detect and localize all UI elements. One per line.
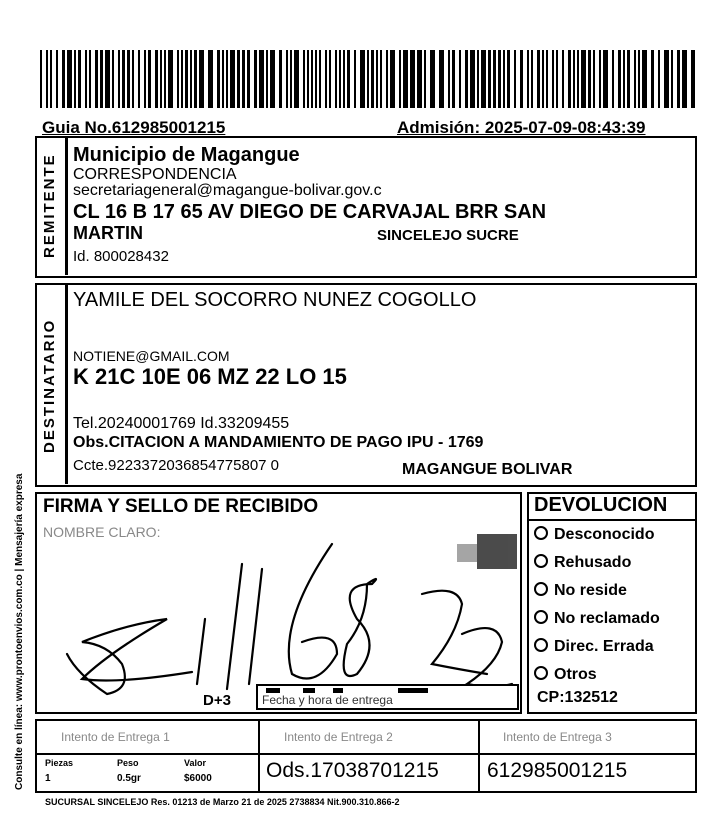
recipient-email: NOTIENE@GMAIL.COM (73, 348, 230, 364)
devolucion-option-label: Otros (554, 666, 597, 683)
piezas-value: 1 (45, 773, 51, 784)
devolucion-option-label: Rehusado (554, 554, 632, 571)
intento-1: Intento de Entrega 1 (61, 730, 170, 744)
sender-email: secretariageneral@magangue-bolivar.gov.c (73, 182, 382, 199)
devolucion-option-label: Direc. Errada (554, 638, 654, 655)
circle-icon (534, 610, 548, 624)
devolucion-option (534, 605, 660, 633)
piezas-header: Piezas (45, 758, 74, 768)
guia-number: Guia No.612985001215 (42, 118, 226, 137)
devolucion-option (534, 549, 660, 577)
circle-icon (534, 638, 548, 652)
delivery-days: D+3 (203, 692, 231, 709)
devolucion-option-label: Desconocido (554, 526, 655, 543)
sender-address-2: MARTIN (73, 223, 143, 243)
remitente-section (35, 136, 697, 278)
devolucion-title: DEVOLUCION (534, 494, 668, 516)
devolucion-options (534, 521, 660, 689)
valor-value: $6000 (184, 773, 212, 784)
peso-header: Peso (117, 758, 139, 768)
admission-date: Admisión: 2025-07-09-08:43:39 (397, 118, 646, 137)
intentos-row (35, 719, 697, 755)
sender-id: Id. 800028432 (73, 248, 169, 265)
sender-city: SINCELEJO SUCRE (377, 227, 519, 244)
devolucion-option-label: No reclamado (554, 610, 660, 627)
cp-code: CP:132512 (537, 689, 618, 706)
valor-header: Valor (184, 758, 207, 768)
devolucion-option (534, 577, 660, 605)
package-row (35, 755, 697, 793)
left-margin-text: Consulte en línea: www.prontoenvios.com.co | Mensajería expresa (14, 473, 25, 790)
firma-title: FIRMA Y SELLO DE RECIBIDO (43, 496, 319, 517)
devolucion-option-label: No reside (554, 582, 627, 599)
recipient-obs: Obs.CITACION A MANDAMIENTO DE PAGO IPU - 1769 (73, 434, 484, 451)
firma-section (35, 492, 522, 714)
peso-value: 0.5gr (117, 773, 141, 784)
recipient-city: MAGANGUE BOLIVAR (402, 461, 573, 478)
nombre-claro-label: NOMBRE CLARO: (43, 524, 161, 540)
footer-text: SUCURSAL SINCELEJO Res. 01213 de Marzo 21 de 2025 2738834 Nit.900.310.866-2 (45, 797, 400, 807)
recipient-ccte: Ccte.9223372036854775807 0 (73, 457, 280, 474)
barcode (40, 50, 695, 110)
devolucion-option (534, 661, 660, 689)
circle-icon (534, 582, 548, 596)
recipient-tel: Tel.20240001769 Id.33209455 (73, 415, 290, 432)
handwritten-signature (37, 524, 524, 704)
circle-icon (534, 526, 548, 540)
devolucion-option (534, 633, 660, 661)
fecha-entrega-label: Fecha y hora de entrega (262, 693, 393, 707)
devolucion-section (527, 492, 697, 714)
guide-number: 612985001215 (487, 759, 628, 782)
recipient-address: K 21C 10E 06 MZ 22 LO 15 (73, 364, 347, 389)
intento-2: Intento de Entrega 2 (284, 730, 393, 744)
recipient-name: YAMILE DEL SOCORRO NUNEZ COGOLLO (73, 289, 477, 311)
sender-name: Municipio de Magangue (73, 144, 300, 166)
sender-address-1: CL 16 B 17 65 AV DIEGO DE CARVAJAL BRR SAN (73, 201, 547, 223)
intento-3: Intento de Entrega 3 (503, 730, 612, 744)
devolucion-option (534, 521, 660, 549)
circle-icon (534, 666, 548, 680)
sender-dept: CORRESPONDENCIA (73, 166, 237, 183)
ods-number: Ods.17038701215 (266, 759, 439, 782)
destinatario-side-label: DESTINATARIO (41, 318, 58, 454)
fecha-entrega-box (256, 684, 519, 710)
remitente-side-label: REMITENTE (41, 153, 58, 259)
circle-icon (534, 554, 548, 568)
destinatario-section (35, 283, 697, 487)
